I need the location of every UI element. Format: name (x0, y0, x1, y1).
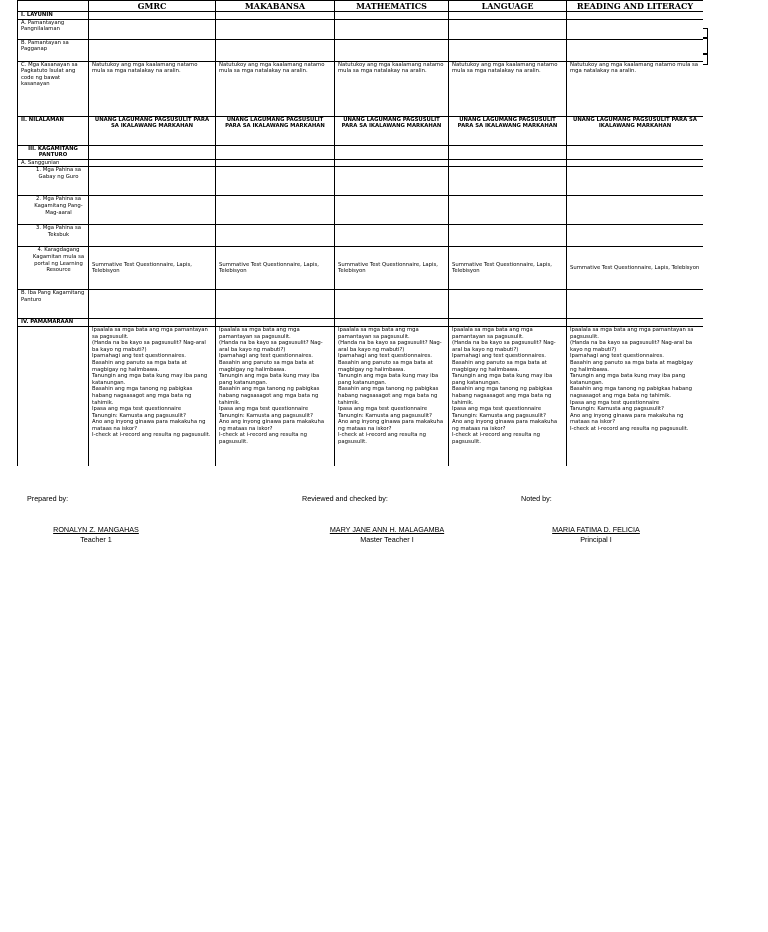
row-label: A. Pamantayang Pangnilalaman (18, 19, 89, 39)
row-label: 2. Mga Pahina sa Kagamitang Pang-Mag-aaral (18, 196, 89, 225)
row-label: C. Mga Kasanayan sa Pagkatuto Isulat ang code ng bawat kasanayan (18, 61, 89, 116)
row-label: 3. Mga Pahina sa Teksbuk (18, 225, 89, 247)
cell-text: Ipaalala sa mga bata ang mga pamantayan sa pagsusulit. (Handa na ba kayo sa pagsusulit? Nag-aral ba kayo ng mabuti?) Ipamahagi ang test questionnaires. Basahin ang panuto sa mga bata at magbigay ng halimbawa. Tanungin ang mga bata kung may iba pang katanungan. Basahin ang mga tanong ng pabigkas habang nagsasagot ang mga bata ng tahimik. Ipasa ang mga test questionnaire Tanungin: Kamusta ang pagsusulit? Ano ang inyong ginawa para makakuha ng mataas na iskor? I-check at i-record ang resulta ng pagsusulit. (89, 326, 216, 466)
cell-text: Natutukoy ang mga kaalamang natamo mula sa mga natalakay na aralin. (89, 61, 216, 116)
cell-text: Natutukoy ang mga kaalamang natamo mula sa mga natalakay na aralin. (216, 61, 335, 116)
reviewed-by-name: MARY JANE ANN H. MALAGAMBA (329, 525, 445, 534)
noted-by-position: Principal I (580, 535, 612, 544)
cell-text: Summative Test Questionnaire, Lapis, Telebisyon (449, 247, 567, 290)
edge-bracket (703, 53, 708, 65)
row-label: III. KAGAMITANG PANTURO (18, 145, 89, 159)
row-label: A. Sanggunian (18, 159, 89, 167)
row-label: 1. Mga Pahina sa Gabay ng Guro (18, 167, 89, 196)
reviewed-by-position: Master Teacher I (360, 535, 414, 544)
column-header: LANGUAGE (449, 1, 567, 12)
cell-text: UNANG LAGUMANG PAGSUSULIT PARA SA IKALAWANG MARKAHAN (216, 116, 335, 145)
prepared-by-name: RONALYN Z. MANGAHAS (53, 525, 139, 534)
row-label: B. Pamantayan sa Pagganap (18, 39, 89, 61)
row-pamantayan-sa-pagganap (18, 39, 704, 61)
column-header: GMRC (89, 1, 216, 12)
cell-text: UNANG LAGUMANG PAGSUSULIT PARA SA IKALAWANG MARKAHAN (567, 116, 704, 145)
cell-text: Natutukoy ang mga kaalamang natamo mula sa mga natalakay na aralin. (335, 61, 449, 116)
cell-text: Natutukoy ang mga kaalamang natamo mula sa mga natalakay na aralin. (567, 61, 704, 116)
row-pahina-gabay (18, 167, 704, 196)
row-layunin (18, 12, 704, 20)
cell-text: Summative Test Questionnaire, Lapis, Telebisyon (216, 247, 335, 290)
lesson-log-table (17, 0, 703, 466)
row-kagamitang-panturo (18, 145, 704, 159)
cell-text: UNANG LAGUMANG PAGSUSULIT PARA SA IKALAWANG MARKAHAN (335, 116, 449, 145)
header-row (18, 1, 704, 12)
row-pamamaraan (18, 326, 704, 466)
row-label: B. Iba Pang Kagamitang Panturo (18, 290, 89, 319)
row-pamantayang-pangnilalaman (18, 19, 704, 39)
header-empty (18, 1, 89, 12)
noted-by-name: MARIA FATIMA D. FELICIA (552, 525, 640, 534)
prepared-by-label: Prepared by: (27, 494, 69, 503)
reviewed-by-label: Reviewed and checked by: (302, 494, 388, 503)
noted-by-label: Noted by: (521, 494, 552, 503)
row-sanggunian (18, 159, 704, 167)
row-label: IV. PAMAMARAAN (18, 319, 89, 327)
cell-text: Ipaalala sa mga bata ang mga pamantayan sa pagsusulit. (Handa na ba kayo sa pagsusulit? Nag-aral ba kayo ng mabuti?) Ipamahagi ang test questionnaires. Basahin ang panuto sa mga bata at magbigay ng halimbawa. Tanungin ang mga bata kung may iba pang katanungan. Basahin ang mga tanong ng pabigkas habang nagsasagot ang mga bata ng tahimik. Ipasa ang mga test questionnaire Tanungin: Kamusta ang pagsusulit? Ano ang inyong ginawa para makakuha ng mataas na iskor? I-check at i-record ang resulta ng pagsusulit. (449, 326, 567, 466)
cell-text: Summative Test Questionnaire, Lapis, Telebisyon (335, 247, 449, 290)
row-label: 4. Karagdagang Kagamitan mula sa portal ng Learning Resource (18, 247, 89, 290)
row-nilalaman (18, 116, 704, 145)
cell-text: Natutukoy ang mga kaalamang natamo mula sa mga natalakay na aralin. (449, 61, 567, 116)
cell-text: Ipaalala sa mga bata ang mga pamantayan sa pagsusulit. (Handa na ba kayo sa pagsusulit? Nag-aral ba kayo ng mabuti?) Ipamahagi ang test questionnaires. Basahin ang panuto sa mga bata at magbigay ng halimbawa. Tanungin ang mga bata kung may iba pang katanungan. Basahin ang mga tanong ng pabigkas habang nagsasagot ang mga bata ng tahimik. Ipasa ang mga test questionnaire Tanungin: Kamusta ang pagsusulit? Ano ang inyong ginawa para makakuha ng mataas na iskor? I-check at i-record ang resulta ng pagsusulit. (216, 326, 335, 466)
row-pamamaraan-header (18, 319, 704, 327)
column-header: MAKABANSA (216, 1, 335, 12)
prepared-by-position: Teacher 1 (80, 535, 112, 544)
cell-text: UNANG LAGUMANG PAGSUSULIT PARA SA IKALAWANG MARKAHAN (89, 116, 216, 145)
row-mga-kasanayan (18, 61, 704, 116)
cell-text: Ipaalala sa mga bata ang mga pamantayan sa pagsusulit. (Handa na ba kayo sa pagsusulit? Nag-aral ba kayo ng mabuti?) Ipamahagi ang test questionnaires. Basahin ang panuto sa mga bata at magbigay ng halimbawa. Tanungin ang mga bata kung may iba pang katanungan. Basahin ang mga tanong ng pabigkas habang nagsasagot ang mga bata ng tahimik. Ipasa ang mga test questionnaire Tanungin: Kamusta ang pagsusulit? Ano ang inyong ginawa para makakuha ng mataas na iskor? I-check at i-record ang resulta ng pagsusulit. (335, 326, 449, 466)
row-karagdagang-kagamitan (18, 247, 704, 290)
cell-text: UNANG LAGUMANG PAGSUSULIT PARA SA IKALAWANG MARKAHAN (449, 116, 567, 145)
row-pahina-teksbuk (18, 225, 704, 247)
cell-text: Ipaalala sa mga bata ang mga pamantayan sa pagsusulit. (Handa na ba kayo sa pagsusulit? Nag-aral ba kayo ng mabuti?) Ipamahagi ang test questionnaires. Basahin ang panuto sa mga bata at magbigay ng halimbawa. Tanungin ang mga bata kung may iba pang katanungan. Basahin ang mga tanong ng pabigkas habang nagsasagot ang mga bata ng tahimik. Ipasa ang mga test questionnaire Tanungin: Kamusta ang pagsusulit? Ano ang inyong ginawa para makakuha ng mataas na iskor? I-check at i-record ang resulta ng pagsusulit. (567, 326, 704, 466)
row-label: II. NILALAMAN (18, 116, 89, 145)
column-header: READING AND LITERACY (567, 1, 704, 12)
row-label: I. LAYUNIN (18, 12, 89, 20)
column-header: MATHEMATICS (335, 1, 449, 12)
lesson-log-sheet (17, 0, 703, 466)
row-pahina-kagamitan (18, 196, 704, 225)
cell-text: Summative Test Questionnaire, Lapis, Telebisyon (89, 247, 216, 290)
cell-text: Summative Test Questionnaire, Lapis, Telebisyon (567, 247, 704, 290)
row-iba-pang-kagamitan (18, 290, 704, 319)
